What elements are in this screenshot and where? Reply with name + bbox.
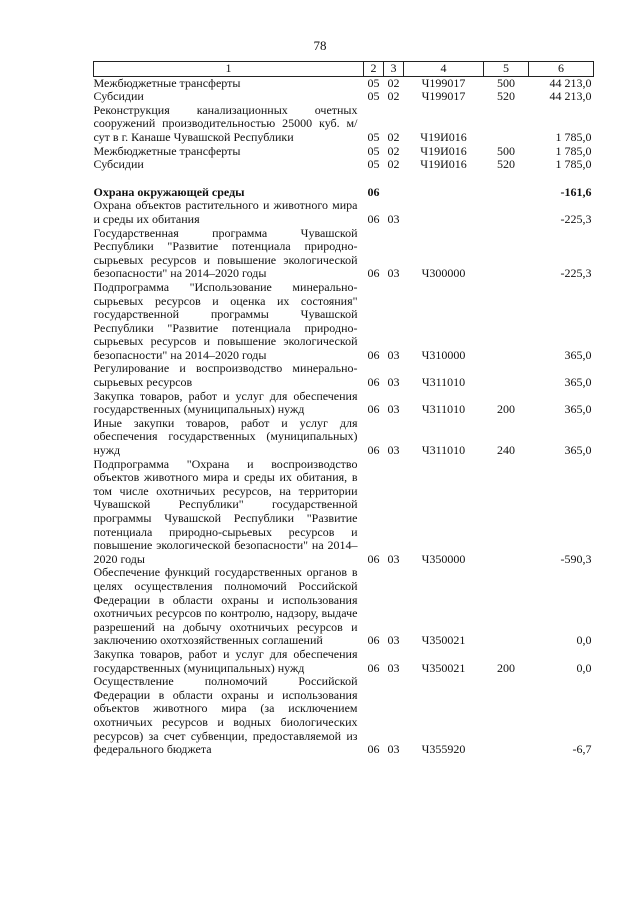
table-body <box>94 76 594 757</box>
row-name: Подпрограмма "Использование минерально-сырьевых ресурсов и оценка их состояния" государственной программы Чувашской Республики "Развитие потенциала природно-сырьевых ресурсов и повышение экологической безопасности" на 2014–2020 годы <box>93 279 358 362</box>
row-amount: 365,0 <box>564 443 592 458</box>
row-target-code: Ч350021 <box>421 633 466 648</box>
row-target-code: Ч310000 <box>421 347 466 362</box>
row-subsection: 03 <box>387 211 400 226</box>
page-number: 78 <box>313 38 327 53</box>
row-target-code <box>404 186 484 200</box>
column-header-target-code: 4 <box>404 62 484 77</box>
spacer-cell <box>94 172 594 186</box>
row-section: 06 <box>367 660 380 675</box>
row-subsection: 03 <box>387 742 400 757</box>
row-target-code: Ч19И016 <box>420 143 467 158</box>
table-header-row <box>94 62 594 77</box>
row-name: Иные закупки товаров, работ и услуг для обеспечения государственных (муниципальных) нужд <box>93 415 358 458</box>
row-subsection: 02 <box>387 129 400 144</box>
row-target-code: Ч311010 <box>421 402 466 417</box>
row-subsection: 02 <box>387 89 400 104</box>
row-expense-type <box>484 675 529 757</box>
table-row <box>94 281 594 363</box>
row-amount: 44 213,0 <box>549 75 592 90</box>
row-name: Закупка товаров, работ и услуг для обеспечения государственных (муниципальных) нужд <box>93 388 358 417</box>
row-subsection: 03 <box>387 660 400 675</box>
row-expense-type <box>484 104 529 145</box>
table-row <box>94 76 594 90</box>
table-row <box>94 104 594 145</box>
row-name: Межбюджетные трансферты <box>93 143 241 158</box>
row-section: 05 <box>367 75 380 90</box>
row-subsection: 02 <box>387 143 400 158</box>
table-row <box>94 158 594 172</box>
row-target-code: Ч311010 <box>421 443 466 458</box>
table-spacer-row <box>94 172 594 186</box>
table-row <box>94 458 594 567</box>
row-amount: 44 213,0 <box>549 89 592 104</box>
column-header-expense-type: 5 <box>484 62 529 77</box>
row-expense-type <box>484 186 529 200</box>
row-target-code: Ч350021 <box>421 660 466 675</box>
row-target-code: Ч199017 <box>421 89 466 104</box>
row-section: 06 <box>367 551 380 566</box>
table-row <box>94 227 594 281</box>
row-expense-type <box>484 458 529 567</box>
row-target-code <box>404 199 484 226</box>
table-row <box>94 186 594 200</box>
row-expense-type: 200 <box>497 402 515 417</box>
row-name: Межбюджетные трансферты <box>93 75 241 90</box>
row-subsection: 03 <box>387 402 400 417</box>
row-expense-type <box>484 227 529 281</box>
row-section: 06 <box>367 347 380 362</box>
row-name: Субсидии <box>93 89 144 104</box>
budget-table <box>93 61 594 757</box>
table-row <box>94 675 594 757</box>
row-subsection: 03 <box>387 443 400 458</box>
row-expense-type: 520 <box>497 157 515 172</box>
row-expense-type <box>484 362 529 389</box>
row-name: Государственная программа Чувашской Республики "Развитие потенциала природно-сырьевых ресурсов и повышение экологической безопасности" на 2014–2020 годы <box>93 225 358 281</box>
row-amount: -6,7 <box>572 742 592 757</box>
row-subsection: 03 <box>387 347 400 362</box>
row-target-code: Ч350000 <box>421 551 466 566</box>
row-amount: 365,0 <box>564 402 592 417</box>
column-header-section: 2 <box>364 62 384 77</box>
row-target-code: Ч355920 <box>421 742 466 757</box>
row-section: 06 <box>367 443 380 458</box>
row-subsection: 02 <box>387 157 400 172</box>
table-row <box>94 362 594 389</box>
row-name: Субсидии <box>93 157 144 172</box>
row-amount: -225,3 <box>560 211 592 226</box>
row-section: 06 <box>367 375 380 390</box>
row-expense-type: 520 <box>497 89 515 104</box>
row-section: 06 <box>367 402 380 417</box>
row-subsection: 03 <box>387 266 400 281</box>
row-subsection: 02 <box>387 75 400 90</box>
column-header-subsection: 3 <box>384 62 404 77</box>
row-expense-type <box>484 199 529 226</box>
table-row <box>94 417 594 458</box>
row-section: 06 <box>367 633 380 648</box>
column-header-amount: 6 <box>529 62 594 77</box>
table-row <box>94 199 594 226</box>
row-name: Охрана окружающей среды <box>93 184 245 199</box>
row-target-code: Ч199017 <box>421 75 466 90</box>
row-name: Подпрограмма "Охрана и воспроизводство объектов животного мира и среды их обитания, в том числе охотничьих ресурсов, на территории Чувашской Республики" государственной программы Чувашской Республики "Развитие потенциала природно-сырьевых ресурсов и повышение экологической безопасности" на 2014–2020 годы <box>93 456 358 566</box>
row-expense-type: 240 <box>497 443 515 458</box>
row-expense-type <box>484 281 529 363</box>
row-amount: -161,6 <box>560 184 592 199</box>
row-amount: 1 785,0 <box>555 143 592 158</box>
row-section: 06 <box>367 266 380 281</box>
row-name: Закупка товаров, работ и услуг для обеспечения государственных (муниципальных) нужд <box>93 646 358 675</box>
row-target-code: Ч300000 <box>421 266 466 281</box>
column-header-name: 1 <box>94 62 364 77</box>
row-amount: 0,0 <box>576 660 592 675</box>
row-section: 06 <box>367 742 380 757</box>
row-name: Осуществление полномочий Российской Федерации в области охраны и использования объектов животного мира (за исключением охотничьих ресурсов и водных биологических ресурсов) за счет субвенции, предоставляемой из федерального бюджета <box>93 674 358 757</box>
table-row <box>94 145 594 159</box>
row-section: 05 <box>367 157 380 172</box>
row-subsection <box>384 186 404 200</box>
row-subsection: 03 <box>387 375 400 390</box>
row-target-code: Ч19И016 <box>420 157 467 172</box>
row-amount: 1 785,0 <box>555 129 592 144</box>
row-target-code: Ч311010 <box>421 375 466 390</box>
row-amount: 1 785,0 <box>555 157 592 172</box>
row-section: 05 <box>367 129 380 144</box>
row-amount: 365,0 <box>564 347 592 362</box>
row-section: 06 <box>367 211 380 226</box>
row-amount: 0,0 <box>576 633 592 648</box>
row-subsection: 03 <box>387 551 400 566</box>
table-row <box>94 648 594 675</box>
table-row <box>94 566 594 648</box>
row-name: Регулирование и воспроизводство минерально-сырьевых ресурсов <box>93 361 358 390</box>
row-expense-type: 500 <box>497 75 515 90</box>
row-amount: -590,3 <box>560 551 592 566</box>
row-name: Реконструкция канализационных очетных сооружений производительностью 25000 куб. м/сут в г. Канаше Чувашской Республики <box>93 102 358 144</box>
row-amount: 365,0 <box>564 375 592 390</box>
row-name: Охрана объектов растительного и животного мира и среды их обитания <box>93 198 358 226</box>
table-row <box>94 390 594 417</box>
row-expense-type: 200 <box>497 660 515 675</box>
row-section: 05 <box>367 89 380 104</box>
row-target-code: Ч19И016 <box>420 129 467 144</box>
row-section: 05 <box>367 143 380 158</box>
row-name: Обеспечение функций государственных органов в целях осуществления полномочий Российской Федерации в области охраны и использования охотничьих ресурсов по контролю, надзору, выдаче разрешений на добычу охотничьих ресурсов и заключению охотхозяйственных соглашений <box>93 565 358 648</box>
row-expense-type: 500 <box>497 143 515 158</box>
table-row <box>94 90 594 104</box>
row-amount: -225,3 <box>560 266 592 281</box>
row-subsection: 03 <box>387 633 400 648</box>
row-expense-type <box>484 566 529 648</box>
row-section: 06 <box>367 184 380 199</box>
